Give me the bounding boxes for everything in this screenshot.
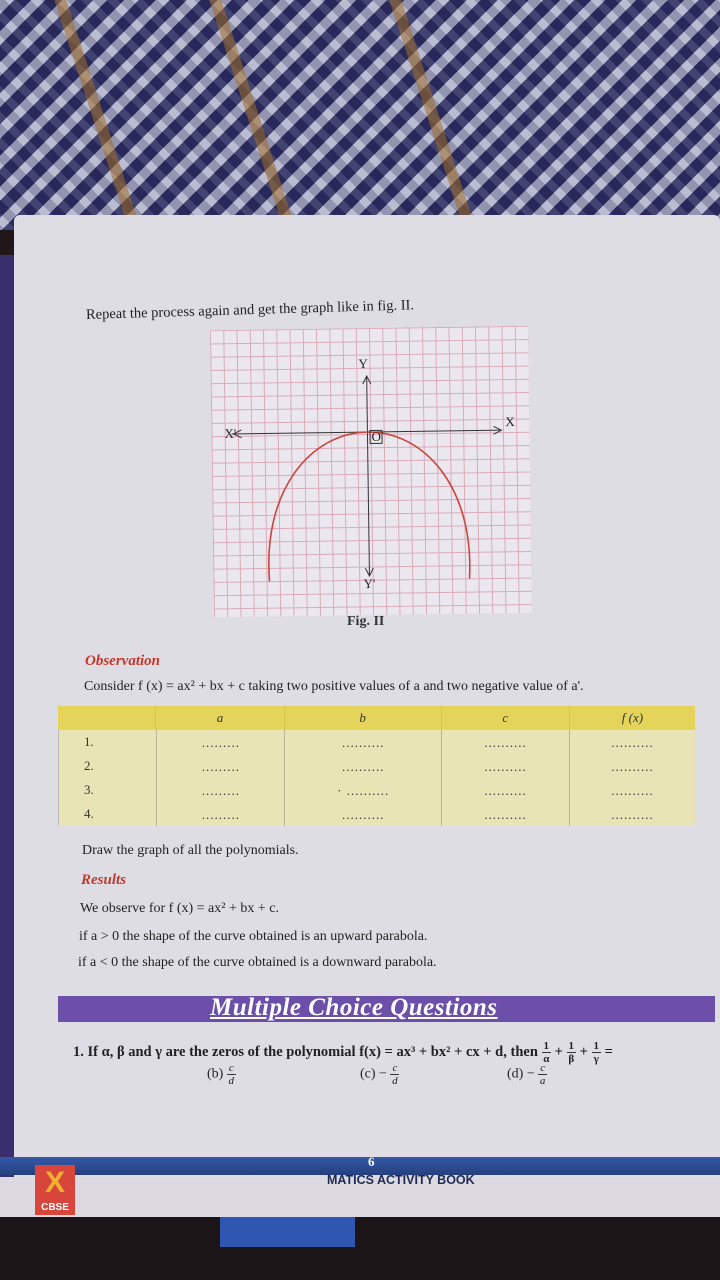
table-surface xyxy=(0,1217,720,1280)
option-d-fraction xyxy=(538,1062,547,1087)
question-1-text: 1. If α, β and γ are the zeros of the polynomial f(x) = ax³ + bx² + cx + d, then xyxy=(73,1043,538,1060)
option-d[interactable] xyxy=(507,1062,547,1087)
table-header-cell: b xyxy=(284,706,441,730)
option-c-label: (c) − xyxy=(360,1066,387,1082)
table-cell: .......... xyxy=(569,730,695,754)
option-c-fraction xyxy=(390,1062,399,1087)
results-line-3: if a < 0 the shape of the curve obtained is a downward parabola. xyxy=(78,955,437,970)
fraction-one-over-beta xyxy=(567,1040,577,1065)
fraction-numerator: 1 xyxy=(593,1040,600,1052)
table-cell: .......... xyxy=(284,754,441,778)
table-cell: 2. xyxy=(84,758,94,773)
figure-graph xyxy=(210,326,532,617)
background-fabric xyxy=(0,0,720,250)
y-axis-label: Y xyxy=(358,356,368,372)
fraction-denominator: α xyxy=(543,1053,550,1065)
table-header-cell xyxy=(58,706,155,730)
publisher-logo: X xyxy=(35,1165,75,1201)
fraction-numerator: 1 xyxy=(543,1040,550,1052)
intro-text: Repeat the process again and get the graph like in fig. II. xyxy=(85,297,415,323)
x-prime-label: X' xyxy=(224,425,237,442)
table-header-cell: a xyxy=(155,706,283,730)
page-number: 6 xyxy=(368,1154,375,1169)
table-header xyxy=(58,706,695,730)
fraction-denominator: d xyxy=(228,1075,235,1087)
book-label: MATICS ACTIVITY BOOK xyxy=(327,1173,475,1187)
table-cell: .......... xyxy=(284,802,441,826)
cbse-logo-text: CBSE xyxy=(35,1201,75,1215)
book-cover-corner xyxy=(220,1217,355,1247)
table-cell: ......... xyxy=(156,778,284,802)
table-cell: · .......... xyxy=(284,778,441,802)
table-cell: .......... xyxy=(441,778,569,802)
table-cell: 3. xyxy=(84,782,94,797)
equals-sign: = xyxy=(604,1043,613,1060)
table-cell: .......... xyxy=(569,802,695,826)
fraction-numerator: 1 xyxy=(568,1040,575,1052)
origin-label: O xyxy=(371,428,382,444)
fraction-denominator: γ xyxy=(593,1053,599,1065)
results-heading: Results xyxy=(81,872,127,888)
option-b-label: (b) xyxy=(207,1066,224,1082)
fraction-denominator: β xyxy=(568,1053,575,1065)
table-cell: .......... xyxy=(441,802,569,826)
table-cell: ......... xyxy=(156,802,284,826)
y-axis xyxy=(367,376,370,576)
fraction-one-over-gamma xyxy=(592,1040,602,1065)
table-row xyxy=(59,802,695,826)
table-cell: .......... xyxy=(441,730,569,754)
table-cell: .......... xyxy=(569,754,695,778)
mcq-title: Multiple Choice Questions xyxy=(210,994,498,1021)
results-line-1: We observe for f (x) = ax² + bx + c. xyxy=(80,901,279,916)
plus-sign: + xyxy=(579,1043,588,1060)
table-cell: 1. xyxy=(84,734,94,749)
table-cell: ......... xyxy=(156,754,284,778)
x-axis-label: X xyxy=(505,413,515,430)
plus-sign: + xyxy=(554,1043,563,1060)
observation-table xyxy=(58,706,695,826)
table-body xyxy=(58,730,695,826)
option-d-label: (d) − xyxy=(507,1066,535,1082)
table-cell: .......... xyxy=(284,730,441,754)
table-header-cell: c xyxy=(441,706,569,730)
observation-text: Consider f (x) = ax² + bx + c taking two positive values of a and two negative value of a'. xyxy=(84,679,584,694)
observation-heading: Observation xyxy=(85,653,160,669)
table-cell: ......... xyxy=(156,730,284,754)
fraction-numerator: c xyxy=(392,1062,398,1074)
option-b-fraction xyxy=(227,1062,236,1087)
table-header-cell: f (x) xyxy=(569,706,695,730)
results-line-2: if a > 0 the shape of the curve obtained is an upward parabola. xyxy=(79,929,428,944)
y-prime-label: Y' xyxy=(363,575,376,592)
graph-svg xyxy=(210,326,532,617)
option-c[interactable] xyxy=(360,1062,399,1087)
table-row xyxy=(59,778,695,802)
fraction-denominator: d xyxy=(392,1075,398,1087)
draw-instruction: Draw the graph of all the polynomials. xyxy=(82,843,299,858)
figure-caption: Fig. II xyxy=(347,614,385,629)
fraction-numerator: c xyxy=(228,1062,234,1074)
table-cell: 4. xyxy=(84,806,94,821)
fraction-denominator: a xyxy=(539,1075,546,1087)
option-b[interactable] xyxy=(207,1062,236,1087)
fraction-numerator: c xyxy=(540,1062,546,1074)
table-row xyxy=(59,754,695,778)
table-row xyxy=(59,730,695,754)
table-cell: .......... xyxy=(569,778,695,802)
table-cell: .......... xyxy=(441,754,569,778)
